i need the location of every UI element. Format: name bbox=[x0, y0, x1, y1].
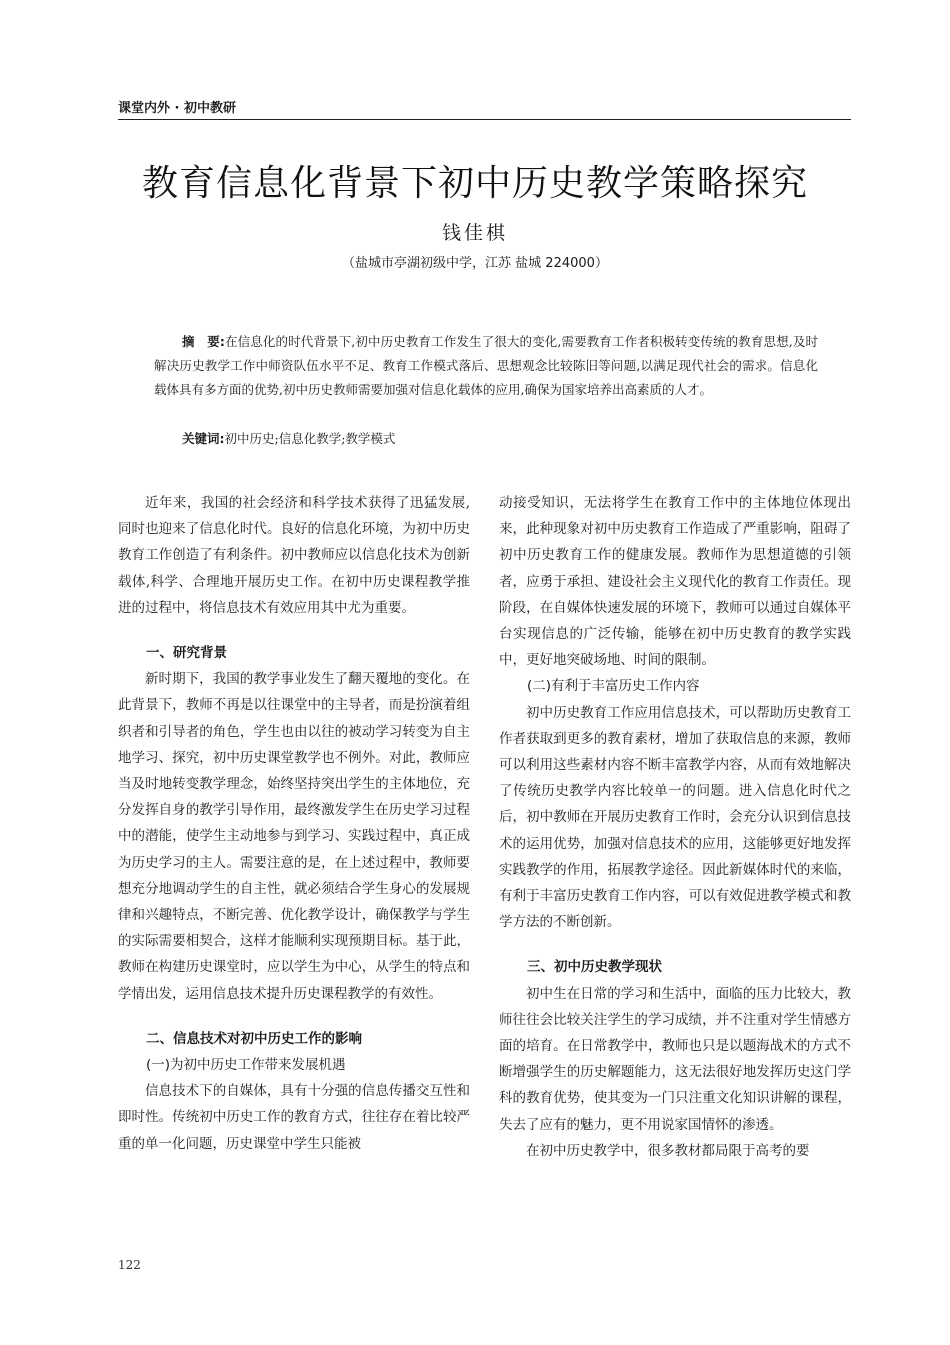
section1-heading: 一、研究背景 bbox=[146, 645, 227, 662]
section1-paragraph: 新时期下，我国的教学事业发生了翻天覆地的变化。在此背景下，教师不再是以往课堂中的主导者，而是扮演着组织者和引导者的角色，学生也由以往的被动学习转变为自主地学习、探究，初中历史课堂教学也不例外。对此，教师应当及时地转变教学理念，始终坚持突出学生的主体地位，充分发挥自身的教学引导作用，最终激发学生在历史学习过程中的潜能，使学生主动地参与到学习、实践过程中，真正成为历史学习的主人。需要注意的是，在上述过程中，教师要想充分地调动学生的自主性，就必须结合学生身心的发展规律和兴趣特点，不断完善、优化教学设计，确保教学与学生的实际需要相契合，这样才能顺利实现预期目标。基于此，教师在构建历史课堂时，应以学生为中心，从学生的特点和学情出发，运用信息技术提升历史课程教学的有效性。 bbox=[118, 671, 470, 1002]
running-header: 课堂内外 · 初中教研 bbox=[118, 101, 236, 116]
section2-subheading-2: (二)有利于丰富历史工作内容 bbox=[527, 678, 700, 695]
section2-heading: 二、信息技术对初中历史工作的影响 bbox=[146, 1030, 362, 1047]
intro-paragraph: 近年来，我国的社会经济和科学技术获得了迅猛发展,同时也迎来了信息化时代。良好的信息化环境，为初中历史教育工作创造了有利条件。初中教师应以信息化技术为创新载体,科学、合理地开展历史工作。在初中历史课程教学推进的过程中，将信息技术有效应用其中尤为重要。 bbox=[118, 495, 470, 616]
section2-subheading-1: (一)为初中历史工作带来发展机遇 bbox=[146, 1057, 346, 1074]
author-affiliation: （盐城市亭湖初级中学，江苏 盐城 224000） bbox=[342, 256, 608, 271]
section2-sub2-paragraph: 初中历史教育工作应用信息技术，可以帮助历史教育工作者获取到更多的教育素材，增加了获取信息的来源，教师可以利用这些素材内容不断丰富教学内容，从而有效地解决了传统历史教学内容比较单一的问题。进入信息化时代之后，初中教师在开展历史教育工作时，会充分认识到信息技术的运用优势，加强对信息技术的应用，这能够更好地发挥实践教学的作用，拓展教学途径。因此新媒体时代的来临，有利于丰富历史教育工作内容，可以有效促进教学模式和教学方法的不断创新。 bbox=[499, 704, 851, 931]
abstract-text: 在信息化的时代背景下,初中历史教育工作发生了很大的变化,需要教育工作者积极转变传统的教育思想,及时解决历史教学工作中师资队伍水平不足、教育工作模式落后、思想观念比较陈旧等问题,以满足现代社会的需求。信息化载体具有多方面的优势,初中历史教师需要加强对信息化载体的应用,确保为国家培养出高素质的人才。 bbox=[154, 334, 818, 397]
article-title: 教育信息化背景下初中历史教学策略探究 bbox=[141, 163, 808, 204]
author-name: 钱佳棋 bbox=[441, 222, 508, 244]
section3-heading: 三、初中历史教学现状 bbox=[527, 959, 662, 976]
abstract-paragraph bbox=[154, 330, 818, 402]
keywords bbox=[182, 428, 822, 450]
left-column bbox=[118, 490, 470, 1157]
section2-sub1-paragraph-cont: 动接受知识，无法将学生在教育工作中的主体地位体现出来，此种现象对初中历史教育工作造成了严重影响，阻碍了初中历史教育工作的健康发展。教师作为思想道德的引领者，应勇于承担、建设社会主义现代化的教育工作责任。现阶段，在自媒体快速发展的环境下，教师可以通过自媒体平台实现信息的广泛传输，能够在初中历史教育的教学实践中，更好地突破场地、时间的限制。 bbox=[499, 495, 851, 669]
keywords-text: 初中历史;信息化教学;教学模式 bbox=[224, 431, 396, 446]
section3-paragraph-2: 在初中历史教学中，很多教材都局限于高考的要 bbox=[526, 1142, 810, 1159]
right-column bbox=[499, 490, 851, 1164]
section3-paragraph-1: 初中生在日常的学习和生活中，面临的压力比较大，教师往往会比较关注学生的学习成绩，并不注重对学生情感方面的培育。在日常教学中，教师也只是以题海战术的方式不断增强学生的历史解题能力，这无法很好地发挥历史这门学科的教育优势，使其变为一门只注重文化知识讲解的课程，失去了应有的魅力，更不用说家国情怀的渗透。 bbox=[499, 985, 851, 1133]
keywords-label: 关键词: bbox=[182, 431, 225, 446]
header-rule bbox=[118, 119, 851, 120]
page-number: 122 bbox=[118, 1258, 141, 1272]
section2-sub1-paragraph-start: 信息技术下的自媒体，具有十分强的信息传播交互性和即时性。传统初中历史工作的教育方式，往往存在着比较严重的单一化问题，历史课堂中学生只能被 bbox=[118, 1083, 470, 1152]
abstract-label: 摘 要: bbox=[182, 334, 225, 349]
abstract bbox=[154, 330, 818, 402]
